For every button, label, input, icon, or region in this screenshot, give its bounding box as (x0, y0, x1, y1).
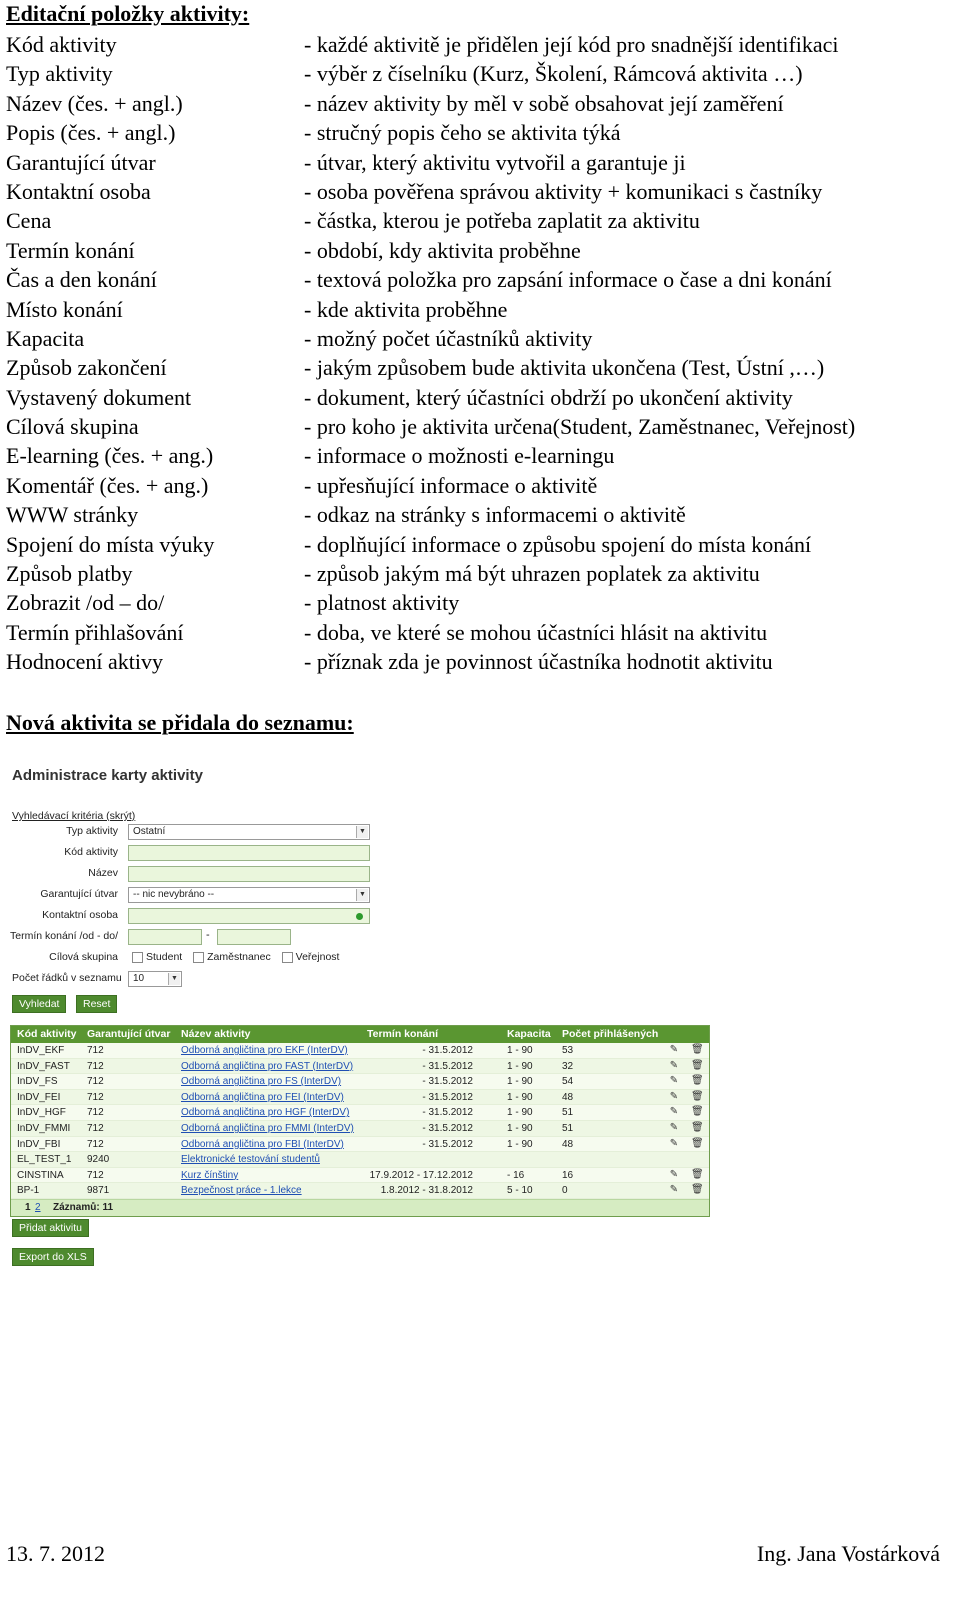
col-utvar[interactable]: Garantující útvar (87, 1028, 171, 1040)
chevron-down-icon: ▼ (356, 826, 368, 838)
edit-icon[interactable]: ✎ (669, 1106, 679, 1118)
footer-date: 13. 7. 2012 (6, 1541, 105, 1566)
cell-kapacita: 5 - 10 (507, 1185, 533, 1197)
edit-icon[interactable]: ✎ (669, 1059, 679, 1071)
footer-author: Ing. Jana Vostárková (756, 1541, 940, 1566)
table-row (11, 1121, 709, 1137)
cell-nazev[interactable]: Odborná angličtina pro FEI (InterDV) (181, 1091, 344, 1103)
cell-termin: - 31.5.2012 (422, 1091, 473, 1103)
zamestnanec-checkbox[interactable] (193, 952, 204, 963)
cell-kapacita: 1 - 90 (507, 1045, 533, 1056)
field-description: - platnost aktivity (304, 590, 460, 616)
field-row (6, 118, 956, 147)
field-description: - dokument, který účastníci obdrží po ukončení aktivity (304, 384, 793, 410)
edit-icon[interactable]: ✎ (669, 1137, 679, 1149)
field-description: - doplňující informace o způsobu spojení do místa konání (304, 531, 812, 557)
verejnost-label: Veřejnost (295, 951, 340, 963)
field-name: Garantující útvar (6, 149, 156, 175)
field-name: Typ aktivity (6, 61, 113, 87)
field-row (6, 471, 956, 500)
criteria-toggle-link[interactable]: Vyhledávací kritéria (skrýt) (12, 810, 136, 822)
field-row (6, 236, 956, 265)
table-header (11, 1026, 709, 1043)
table-row (11, 1059, 709, 1075)
cell-termin: 17.9.2012 - 17.12.2012 (369, 1169, 473, 1181)
field-name: E-learning (čes. + ang.) (6, 443, 214, 469)
field-name: Kód aktivity (6, 32, 117, 57)
cell-pocet: 48 (562, 1138, 574, 1150)
field-row (6, 530, 956, 559)
field-row (6, 441, 956, 470)
cell-utvar: 9871 (87, 1185, 110, 1197)
add-activity-button[interactable]: Přidat aktivitu (12, 1219, 89, 1237)
garant-select[interactable]: -- nic nevybráno -- ▼ (128, 887, 370, 903)
form-row-cilova (10, 950, 730, 966)
cell-pocet: 54 (562, 1076, 574, 1088)
cell-utvar: 712 (87, 1076, 104, 1088)
field-name: Hodnocení aktivy (6, 649, 164, 675)
delete-icon[interactable]: 🗑 (691, 1059, 704, 1071)
col-kod[interactable]: Kód aktivity (17, 1028, 77, 1040)
form-row-termin (10, 929, 730, 945)
table-body (11, 1043, 709, 1199)
activities-table (10, 1025, 710, 1217)
typ-select[interactable]: Ostatní ▼ (128, 824, 370, 840)
field-row (6, 588, 956, 617)
section-heading-editable-items: Editační položky aktivity: (6, 1, 250, 26)
field-row (6, 559, 956, 588)
field-name: Zobrazit /od – do/ (6, 590, 165, 616)
field-description: - kde aktivita proběhne (304, 296, 508, 322)
field-row (6, 500, 956, 529)
cell-pocet: 32 (562, 1060, 574, 1072)
date-separator: - (206, 929, 210, 941)
table-row (11, 1168, 709, 1184)
table-row (11, 1152, 709, 1168)
delete-icon[interactable]: 🗑 (691, 1168, 704, 1180)
verejnost-checkbox[interactable] (282, 952, 293, 963)
col-nazev[interactable]: Název aktivity (181, 1028, 251, 1040)
edit-icon[interactable]: ✎ (669, 1044, 679, 1055)
table-row (11, 1105, 709, 1121)
edit-icon[interactable]: ✎ (669, 1075, 679, 1087)
cell-kod: EL_TEST_1 (17, 1154, 72, 1166)
nazev-input[interactable] (128, 866, 370, 882)
kod-input[interactable] (128, 845, 370, 861)
field-name: Místo konání (6, 296, 123, 322)
field-name: Kontaktní osoba (6, 178, 151, 204)
cell-termin: - 31.5.2012 (422, 1060, 473, 1072)
page-title: Administrace karty aktivity (12, 767, 203, 784)
search-button[interactable]: Vyhledat (12, 995, 66, 1013)
cell-nazev[interactable]: Odborná angličtina pro FS (InterDV) (181, 1076, 342, 1088)
field-description: - odkaz na stránky s informacemi o aktivitě (304, 502, 686, 528)
field-list (6, 30, 956, 677)
field-description: - upřesňující informace o aktivitě (304, 472, 598, 498)
field-name: Kapacita (6, 325, 85, 351)
field-row (6, 618, 956, 647)
field-row (6, 148, 956, 177)
nazev-label: Název (88, 867, 118, 879)
field-description: - způsob jakým má být uhrazen poplatek za aktivitu (304, 561, 760, 587)
cell-termin: - 31.5.2012 (422, 1122, 473, 1134)
cilova-checkboxes (124, 951, 339, 963)
page-2-link[interactable]: 2 (35, 1201, 41, 1213)
field-name: Spojení do místa výuky (6, 531, 215, 557)
field-description: - možný počet účastníků aktivity (304, 325, 593, 351)
delete-icon[interactable]: 🗑 (691, 1137, 704, 1149)
edit-icon[interactable]: ✎ (669, 1090, 679, 1102)
cell-utvar: 712 (87, 1060, 104, 1072)
table-row (11, 1043, 709, 1059)
cell-kod: InDV_FEI (17, 1091, 61, 1103)
cell-kod: InDV_FMMI (17, 1122, 71, 1134)
form-row-typ (10, 824, 730, 840)
field-name: Popis (čes. + angl.) (6, 120, 176, 146)
cell-kod: CINSTINA (17, 1169, 64, 1181)
kontakt-label: Kontaktní osoba (42, 909, 118, 921)
section-heading-new-activity: Nová aktivita se přidala do seznamu: (6, 710, 354, 735)
cell-utvar: 712 (87, 1091, 104, 1103)
form-row-garant (10, 887, 730, 903)
field-name: Čas a den konání (6, 267, 157, 293)
field-name: Název (čes. + angl.) (6, 90, 183, 116)
chevron-down-icon: ▼ (168, 973, 180, 985)
cell-kapacita: 1 - 90 (507, 1076, 533, 1088)
cell-termin: 1.8.2012 - 31.8.2012 (380, 1185, 473, 1197)
edit-icon[interactable]: ✎ (669, 1184, 679, 1196)
table-row (11, 1074, 709, 1090)
termin-label: Termín konání /od - do/ (10, 930, 118, 942)
cell-pocet: 16 (562, 1169, 574, 1181)
reset-button[interactable]: Reset (76, 995, 117, 1013)
garant-label: Garantující útvar (40, 888, 118, 900)
cell-utvar: 9240 (87, 1154, 110, 1166)
pagination (11, 1199, 709, 1216)
col-kapacita[interactable]: Kapacita (507, 1028, 551, 1040)
field-description: - částka, kterou je potřeba zaplatit za aktivitu (304, 208, 700, 234)
field-description: - informace o možnosti e-learningu (304, 443, 615, 469)
field-description: - období, kdy aktivita proběhne (304, 237, 581, 263)
cell-kod: InDV_HGF (17, 1107, 66, 1119)
form-row-nazev (10, 866, 730, 882)
cell-termin: - 31.5.2012 (422, 1045, 473, 1056)
field-row (6, 30, 956, 59)
form-row-pocet (10, 971, 730, 987)
student-label: Student (146, 951, 183, 963)
field-row (6, 265, 956, 294)
person-picker-icon[interactable] (356, 913, 363, 920)
field-description: - název aktivity by měl v sobě obsahovat její zaměření (304, 90, 784, 116)
delete-icon[interactable]: 🗑 (691, 1121, 704, 1133)
table-row (11, 1090, 709, 1106)
student-checkbox[interactable] (132, 952, 143, 963)
cell-pocet: 0 (562, 1185, 568, 1197)
admin-screenshot (10, 755, 730, 1295)
form-row-kod (10, 845, 730, 861)
cell-utvar: 712 (87, 1138, 104, 1150)
cell-utvar: 712 (87, 1107, 104, 1119)
cell-pocet: 53 (562, 1045, 574, 1056)
cell-kapacita: 1 - 90 (507, 1122, 533, 1134)
field-description: - doba, ve které se mohou účastníci hlásit na aktivitu (304, 619, 768, 645)
field-row (6, 353, 956, 382)
cell-kod: BP-1 (17, 1185, 40, 1197)
cell-kod: InDV_FAST (17, 1060, 70, 1072)
records-count: Záznamů: 11 (53, 1201, 114, 1213)
field-row (6, 177, 956, 206)
field-row (6, 295, 956, 324)
cell-utvar: 712 (87, 1169, 104, 1181)
field-row (6, 324, 956, 353)
cell-termin: - 31.5.2012 (422, 1076, 473, 1088)
termin-from-input[interactable] (128, 929, 202, 945)
chevron-down-icon: ▼ (356, 889, 368, 901)
field-row (6, 412, 956, 441)
cell-kod: InDV_EKF (17, 1045, 65, 1056)
field-name: Cena (6, 208, 52, 234)
cell-kapacita: 1 - 90 (507, 1091, 533, 1103)
delete-icon[interactable]: 🗑 (691, 1184, 704, 1196)
field-name: Vystavený dokument (6, 384, 192, 410)
field-description: - útvar, který aktivitu vytvořil a garantuje ji (304, 149, 686, 175)
field-row (6, 89, 956, 118)
field-name: WWW stránky (6, 502, 139, 528)
delete-icon[interactable]: 🗑 (691, 1044, 704, 1055)
cell-utvar: 712 (87, 1045, 104, 1056)
field-row (6, 647, 956, 676)
field-name: Způsob zakončení (6, 355, 167, 381)
cell-nazev[interactable]: Odborná angličtina pro FMMI (InterDV) (181, 1122, 354, 1134)
field-description: - výběr z číselníku (Kurz, Školení, Rámcová aktivita …) (304, 61, 803, 87)
cell-kapacita: 1 - 90 (507, 1060, 533, 1072)
cell-nazev[interactable]: Odborná angličtina pro FBI (InterDV) (181, 1138, 344, 1150)
cell-kapacita: 1 - 90 (507, 1107, 533, 1119)
field-description: - stručný popis čeho se aktivita týká (304, 120, 621, 146)
export-xls-button[interactable]: Export do XLS (12, 1248, 94, 1266)
cell-termin: - 31.5.2012 (422, 1107, 473, 1119)
cell-nazev[interactable]: Elektronické testování studentů (181, 1154, 320, 1166)
cell-pocet: 48 (562, 1091, 574, 1103)
cell-nazev[interactable]: Kurz čínštiny (181, 1169, 239, 1181)
cell-utvar: 712 (87, 1122, 104, 1134)
field-name: Komentář (čes. + ang.) (6, 472, 209, 498)
termin-to-input[interactable] (217, 929, 291, 945)
field-description: - osoba pověřena správou aktivity + komunikaci s častníky (304, 178, 823, 204)
cilova-label: Cílová skupina (49, 951, 118, 963)
field-description: - každé aktivitě je přidělen její kód pro snadnější identifikaci (304, 32, 839, 57)
cell-nazev[interactable]: Odborná angličtina pro FAST (InterDV) (181, 1060, 354, 1072)
kod-label: Kód aktivity (64, 846, 118, 858)
delete-icon[interactable]: 🗑 (691, 1106, 704, 1118)
cell-nazev[interactable]: Bezpečnost práce - 1.lekce (181, 1185, 302, 1197)
field-name: Termín přihlašování (6, 619, 184, 645)
edit-icon[interactable]: ✎ (669, 1121, 679, 1133)
field-description: - příznak zda je povinnost účastníka hodnotit aktivitu (304, 649, 773, 675)
cell-pocet: 51 (562, 1122, 574, 1134)
page-1[interactable]: 1 (25, 1201, 31, 1213)
col-termin[interactable]: Termín konání (367, 1028, 438, 1040)
delete-icon[interactable]: 🗑 (691, 1090, 704, 1102)
field-name: Cílová skupina (6, 414, 139, 440)
cell-nazev[interactable]: Odborná angličtina pro EKF (InterDV) (181, 1045, 348, 1056)
field-row (6, 206, 956, 235)
pocet-select[interactable]: 10 ▼ (128, 971, 182, 987)
field-description: - pro koho je aktivita určena(Student, Zaměstnanec, Veřejnost) (304, 414, 856, 440)
zamestnanec-label: Zaměstnanec (207, 951, 271, 963)
field-description: - jakým způsobem bude aktivita ukončena (Test, Ústní ,…) (304, 355, 825, 381)
table-row (11, 1183, 709, 1199)
edit-icon[interactable]: ✎ (669, 1168, 679, 1180)
field-row (6, 59, 956, 88)
cell-kapacita: - 16 (507, 1169, 525, 1181)
cell-kapacita: 1 - 90 (507, 1138, 533, 1150)
pocet-label: Počet řádků v seznamu (12, 972, 122, 984)
cell-kod: InDV_FBI (17, 1138, 61, 1150)
typ-label: Typ aktivity (66, 825, 118, 837)
cell-termin: - 31.5.2012 (422, 1138, 473, 1150)
table-row (11, 1137, 709, 1153)
delete-icon[interactable]: 🗑 (691, 1075, 704, 1087)
form-row-kontakt (10, 908, 730, 924)
field-description: - textová položka pro zapsání informace o čase a dni konání (304, 267, 832, 293)
cell-nazev[interactable]: Odborná angličtina pro HGF (InterDV) (181, 1107, 350, 1119)
cell-kod: InDV_FS (17, 1076, 58, 1088)
cell-pocet: 51 (562, 1107, 574, 1119)
field-row (6, 383, 956, 412)
kontakt-input[interactable] (128, 908, 370, 924)
field-name: Termín konání (6, 237, 135, 263)
field-name: Způsob platby (6, 561, 133, 587)
col-pocet[interactable]: Počet přihlášených (562, 1028, 659, 1040)
